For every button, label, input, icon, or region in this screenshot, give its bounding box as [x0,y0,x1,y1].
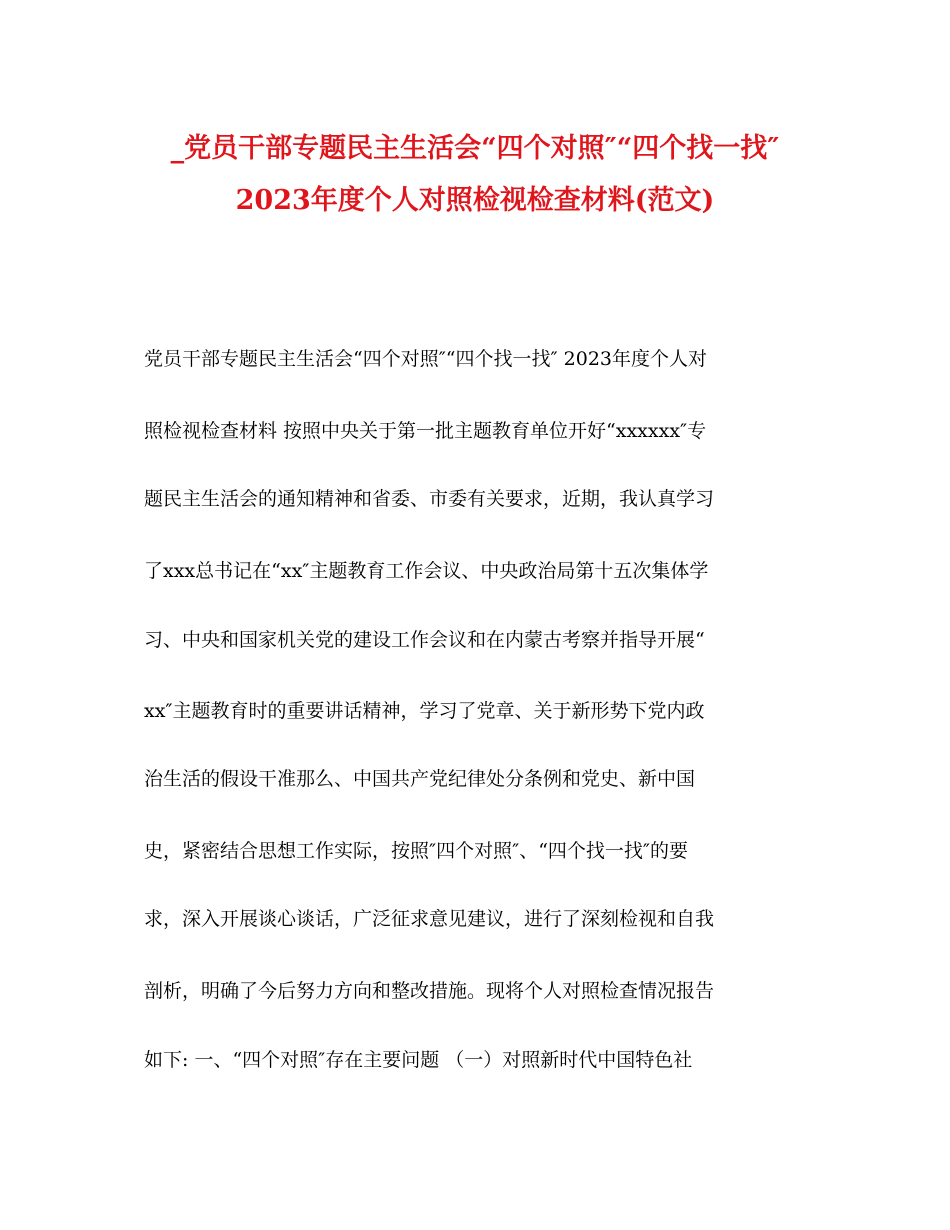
body-line-2: 照检视检查材料 按照中央关于第一批主题教育单位开好“xxxxxx″专 [144,420,707,442]
document-title-line-2: 2023年度个人对照检视检查材料(范文) [235,185,715,216]
body-line-10: 剖析，明确了今后努力方向和整改措施。现将个人对照检查情况报告 [144,980,715,1002]
body-line-9: 求，深入开展谈心谈话，广泛征求意见建议，进行了深刻检视和自我 [144,908,715,930]
body-line-11: 如下: 一、“四个对照″存在主要问题 （一）对照新时代中国特色社 [144,1049,693,1071]
body-line-5: 习、中央和国家机关党的建设工作会议和在内蒙古考察并指导开展“ [144,629,705,651]
body-line-7: 治生活的假设干准那么、中国共产党纪律处分条例和党史、新中国 [144,768,696,790]
body-line-8: 史，紧密结合思想工作实际，按照″四个对照″、“四个找一找″的要 [144,840,689,862]
body-line-1: 党员干部专题民主生活会“四个对照″“四个找一找″ 2023年度个人对 [144,348,708,370]
body-line-4: 了xxx总书记在“xx″主题教育工作会议、中央政治局第十五次集体学 [144,560,709,582]
body-line-3: 题民主生活会的通知精神和省委、市委有关要求，近期，我认真学习 [144,488,715,510]
body-line-6: xx″主题教育时的重要讲话精神，学习了党章、关于新形势下党内政 [144,700,705,722]
document-title-line-1: _党员干部专题民主生活会“四个对照″“四个找一找″ [170,133,780,164]
